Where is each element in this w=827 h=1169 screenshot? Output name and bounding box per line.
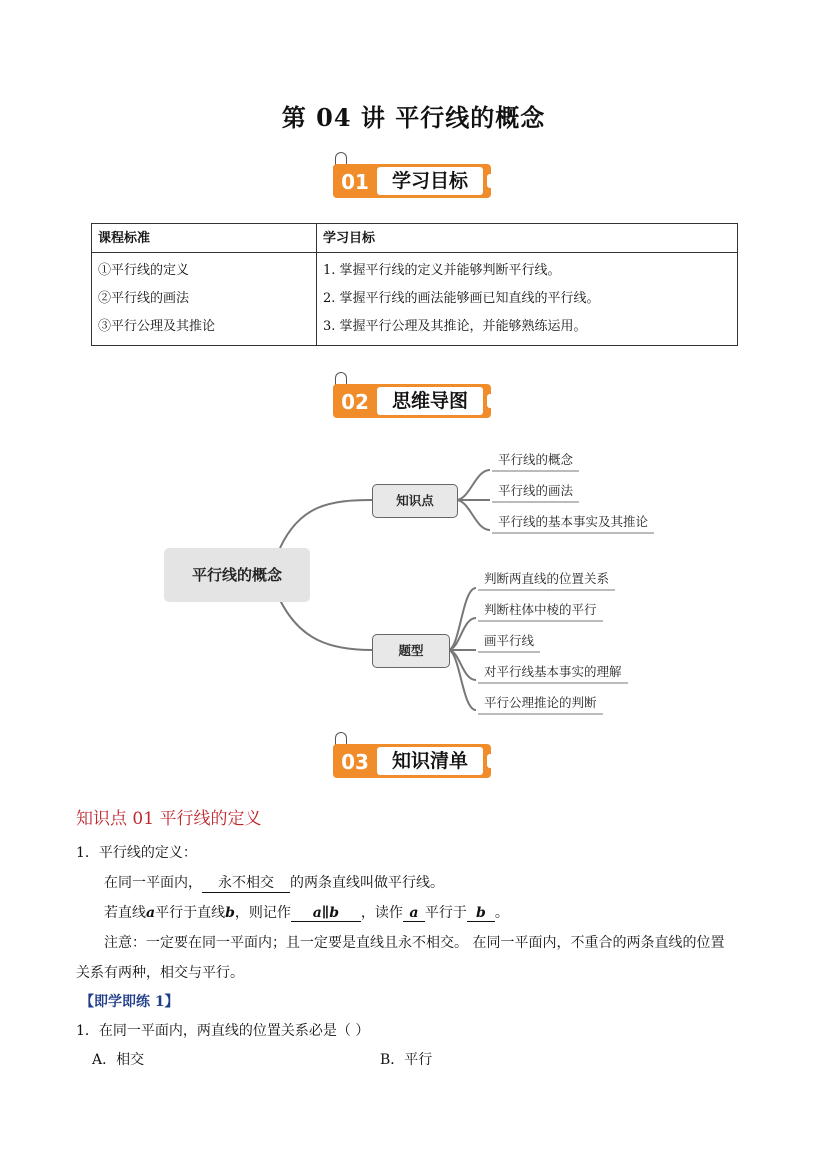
notation-line: [104, 902, 509, 922]
table-cell: ③平行公理及其推论: [98, 319, 216, 334]
connector: [280, 500, 372, 548]
table-cell: 2. 掌握平行线的画法能够画已知直线的平行线。: [323, 291, 600, 306]
practice-question: 1．在同一平面内，两直线的位置关系必是（ ）: [76, 1023, 370, 1039]
mindmap-leaf: 判断柱体中棱的平行: [478, 598, 603, 622]
section-badge-knowledge: [333, 736, 493, 780]
text: 。: [494, 905, 509, 921]
definition-line: [104, 872, 444, 893]
mindmap-leaf: 平行线的概念: [492, 448, 579, 472]
answer-blank: b: [467, 905, 495, 922]
table-header: 学习目标: [317, 224, 738, 253]
text: 的两条直线叫做平行线。: [290, 875, 444, 891]
variable-a: a: [146, 905, 156, 921]
table-cell: 1. 掌握平行线的定义并能够判断平行线。: [323, 263, 561, 278]
text: 平行于直线: [155, 905, 226, 921]
answer-blank: a∥b: [291, 905, 361, 922]
text: ，则记作: [234, 905, 291, 921]
table-cell: ②平行线的画法: [98, 291, 190, 306]
connector: [280, 600, 372, 650]
mindmap-leaf: 平行公理推论的判断: [478, 691, 603, 715]
section-number: 01: [341, 170, 369, 194]
section-label: 思维导图: [377, 387, 483, 415]
mindmap-root: 平行线的概念: [164, 548, 310, 602]
connector: [456, 500, 490, 530]
answer-blank: a: [403, 905, 425, 922]
section-label: 知识清单: [377, 747, 483, 775]
note-line-2: 关系有两种，相交与平行。: [76, 965, 244, 981]
page-title: 第 04 讲 平行线的概念: [281, 103, 546, 132]
section-label: 学习目标: [377, 167, 483, 195]
table-cell: ①平行线的定义: [98, 263, 190, 278]
mindmap-leaf: 平行线的画法: [492, 479, 579, 503]
variable-b: b: [225, 905, 235, 921]
mindmap-leaf: 画平行线: [478, 629, 540, 653]
connector: [448, 618, 476, 650]
mindmap-leaf: 对平行线基本事实的理解: [478, 660, 628, 684]
text: 平行于: [424, 905, 467, 921]
answer-blank: 永不相交: [202, 872, 290, 893]
section-number: 02: [341, 390, 369, 414]
mindmap-leaf: 判断两直线的位置关系: [478, 567, 615, 591]
text: ，读作: [360, 905, 403, 921]
note-line-1: 注意：一定要在同一平面内；且一定要是直线且永不相交。 在同一平面内，不重合的两条直线的位置: [104, 935, 725, 951]
text: 在同一平面内，: [104, 875, 202, 891]
connector: [456, 470, 490, 500]
knowledge-point-title: 知识点 01 平行线的定义: [76, 809, 262, 829]
table-cell: 3. 掌握平行公理及其推论，并能够熟练运用。: [323, 319, 587, 334]
mindmap-branch-knowledge: 知识点: [372, 484, 458, 518]
definition-heading: 1．平行线的定义：: [76, 845, 197, 861]
practice-heading: 【即学即练 1】: [80, 994, 179, 1010]
mindmap-branch-question-types: 题型: [372, 634, 450, 668]
option-b: B．平行: [380, 1052, 433, 1068]
text: 若直线: [104, 905, 146, 921]
mindmap-leaf: 平行线的基本事实及其推论: [492, 510, 654, 534]
option-a: A．相交: [92, 1052, 145, 1068]
section-number: 03: [341, 750, 369, 774]
table-header: 课程标准: [92, 224, 317, 253]
